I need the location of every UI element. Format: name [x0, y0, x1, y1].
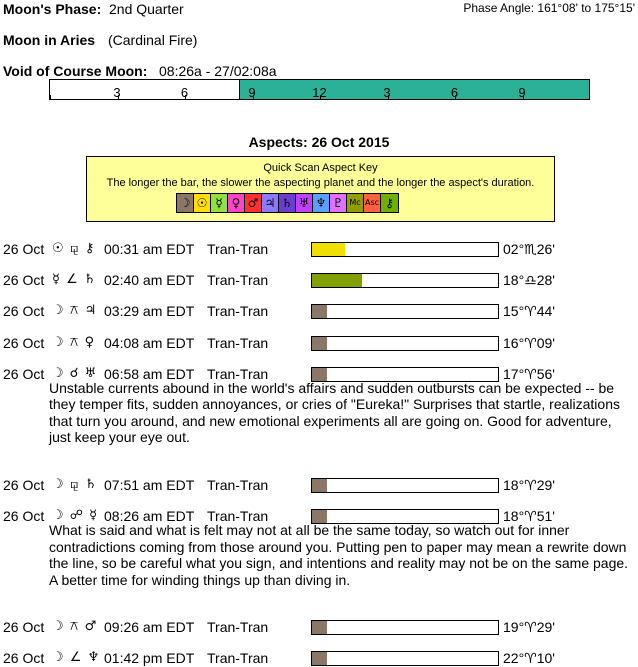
jupiter-icon: ♃	[262, 194, 279, 212]
aspect-type: Tran-Tran	[207, 619, 269, 635]
aspect-type: Tran-Tran	[207, 476, 269, 493]
aspect-date: 26 Oct	[3, 619, 45, 635]
aspect-duration-bar	[311, 242, 499, 257]
aspect-type: Tran-Tran	[207, 650, 269, 667]
aspect-description: Unstable currents abound in the world's affairs and sudden outbursts can be expected -- be they temper fits, sudden annoyances, or cries of "Eureka!" Surprises that startle, realizations that turn you around, and new emotional experiments all are going on. Good for adventure, just keep your eye out.	[49, 379, 620, 446]
aspects-title: Aspects: 26 Oct 2015	[248, 134, 390, 150]
aspect-duration-bar	[311, 336, 499, 351]
timeline-hour-label: 6	[450, 85, 459, 100]
aspect-type: Tran-Tran	[207, 508, 269, 524]
aspect-position: 16°♈09'	[503, 334, 555, 351]
aspect-time: 00:31 am EDT	[104, 241, 195, 257]
mercury-icon: ☿	[211, 194, 228, 212]
timeline-hour-label: 9	[248, 85, 256, 100]
aspect-duration-fill	[312, 243, 345, 256]
aspect-duration-bar	[311, 478, 499, 493]
aspect-position: 02°♏26'	[503, 241, 555, 257]
aspect-time: 01:42 pm EDT	[104, 650, 195, 667]
aspect-date: 26 Oct	[3, 650, 45, 667]
ascendant-icon: Asc	[364, 194, 381, 212]
aspect-key-title: Quick Scan Aspect Key	[263, 162, 378, 174]
aspect-time: 04:08 am EDT	[104, 334, 195, 351]
timeline-tick	[50, 95, 51, 99]
moon-icon: ☽	[177, 194, 194, 212]
aspect-type: Tran-Tran	[207, 241, 269, 257]
aspect-date: 26 Oct	[3, 241, 45, 257]
aspect-time: 07:51 am EDT	[104, 476, 195, 493]
aspect-duration-fill	[312, 621, 327, 634]
aspect-time: 08:26 am EDT	[104, 508, 195, 524]
timeline-hour-label: 6	[180, 85, 189, 100]
pluto-icon: ♇	[330, 194, 347, 212]
aspect-position: 18°♈29'	[503, 476, 555, 493]
aspect-position: 17°♈56'	[503, 365, 555, 382]
aspect-type: Tran-Tran	[207, 334, 269, 351]
aspect-duration-bar	[311, 620, 499, 635]
moon-phase-value: 2nd Quarter	[109, 1, 184, 17]
aspect-position: 19°♈29'	[503, 619, 555, 635]
aspect-date: 26 Oct	[3, 476, 45, 493]
quick-scan-aspect-key	[86, 156, 555, 222]
phase-angle: Phase Angle: 161°08' to 175°15'	[463, 1, 635, 15]
aspect-time: 03:29 am EDT	[104, 303, 195, 320]
aspect-symbols: ☽ ⚻ ♀	[52, 334, 96, 350]
aspect-symbols: ☽ ☍ ☿	[52, 508, 99, 523]
aspect-duration-fill	[312, 337, 327, 350]
aspect-symbols: ☽ ⚻ ♃	[52, 303, 98, 319]
aspect-type: Tran-Tran	[207, 272, 269, 289]
saturn-icon: ♄	[279, 194, 296, 212]
aspect-duration-fill	[312, 274, 362, 287]
aspect-time: 06:58 am EDT	[104, 365, 195, 382]
timeline-hour-label: 3	[113, 85, 121, 100]
neptune-icon: ♆	[313, 194, 330, 212]
moon-sign-label: Moon in Aries	[3, 32, 96, 48]
void-of-course-timeline	[49, 79, 590, 100]
aspect-date: 26 Oct	[3, 508, 45, 524]
aspect-symbols: ☽ ⚻ ♂	[52, 619, 98, 634]
aspect-duration-bar	[311, 651, 499, 666]
chiron-icon: ⚷	[381, 194, 398, 212]
sun-icon: ☉	[194, 194, 211, 212]
aspect-key-subtitle: The longer the bar, the slower the aspecting planet and the longer the aspect's duration.	[106, 177, 535, 189]
timeline-hour-label: 3	[383, 85, 391, 100]
aspect-type: Tran-Tran	[207, 365, 269, 382]
aspect-duration-bar	[311, 273, 499, 288]
void-of-course-value: 08:26a - 27/02:08a	[159, 63, 277, 79]
aspect-symbols: ☽ ∠ ♆	[52, 650, 101, 666]
mars-icon: ♂	[245, 194, 262, 212]
aspect-symbols: ☿ ∠ ♄	[52, 272, 97, 288]
aspect-time: 02:40 am EDT	[104, 272, 195, 289]
aspect-position: 22°♈10'	[503, 650, 555, 667]
aspect-symbols: ☽ ☌ ♅	[52, 365, 98, 381]
aspect-type: Tran-Tran	[207, 303, 269, 320]
aspect-duration-fill	[312, 305, 327, 318]
aspect-duration-fill	[312, 479, 327, 492]
aspect-position: 18°♎28'	[503, 272, 555, 289]
aspect-duration-fill	[312, 652, 327, 665]
aspect-position: 15°♈44'	[503, 303, 555, 320]
venus-icon: ♀	[228, 194, 245, 212]
aspect-date: 26 Oct	[3, 272, 45, 289]
moon-sign-value: (Cardinal Fire)	[108, 32, 198, 48]
midheaven-icon: Mc	[347, 194, 364, 212]
void-of-course-label: Void of Course Moon:	[3, 63, 148, 79]
aspect-date: 26 Oct	[3, 365, 45, 382]
void-period-fill	[239, 80, 589, 99]
moon-phase-label: Moon's Phase:	[3, 1, 102, 17]
aspect-date: 26 Oct	[3, 303, 45, 320]
timeline-hour-label: 12	[312, 85, 327, 100]
aspect-key-glyph-strip	[176, 193, 399, 213]
aspect-time: 09:26 am EDT	[104, 619, 195, 635]
aspect-description: What is said and what is felt may not at all be the same today, so watch out for inner contradictions coming from those around you. Putting pen to paper may mean a rewrite down the line, so be careful what you sign, and intentions and reality may not be on the same page. A better time for winding things up than diving in.	[49, 522, 629, 588]
aspect-symbols: ☉ ⚼ ⚷	[52, 241, 96, 256]
uranus-icon: ♅	[296, 194, 313, 212]
aspect-position: 18°♈51'	[503, 508, 555, 524]
aspect-symbols: ☽ ⚼ ♄	[52, 476, 98, 492]
aspect-duration-bar	[311, 304, 499, 319]
aspect-date: 26 Oct	[3, 334, 45, 351]
timeline-hour-label: 9	[518, 85, 526, 100]
